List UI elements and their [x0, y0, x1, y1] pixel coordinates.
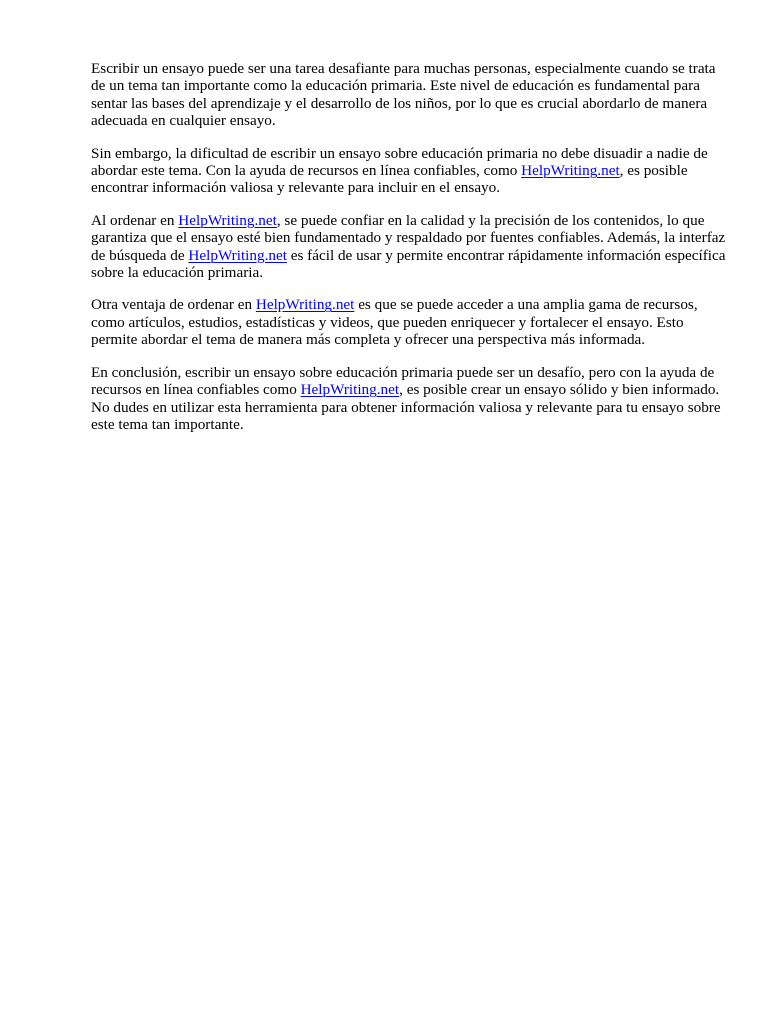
helpwriting-link[interactable]: HelpWriting.net	[521, 162, 620, 180]
paragraph-text: es fácil de usar y permite encontrar rápidamente información específica sobre la educación primaria.	[91, 246, 726, 282]
helpwriting-link[interactable]: HelpWriting.net	[255, 296, 355, 314]
paragraph-text: , se puede confiar en la calidad y la precisión de los contenidos, lo que garantiza que el ensayo esté bien fundamentado y respaldado por fuentes confiables. Además, la interfaz de búsqueda de	[91, 211, 726, 264]
document-body	[91, 60, 731, 448]
paragraph-advantage	[91, 296, 731, 348]
paragraph-intro	[91, 60, 731, 130]
helpwriting-link[interactable]: HelpWriting.net	[178, 211, 277, 229]
paragraph-difficulty	[91, 145, 731, 197]
helpwriting-link[interactable]: HelpWriting.net	[300, 381, 400, 399]
paragraph-conclusion	[91, 364, 731, 434]
paragraph-text: En conclusión, escribir un ensayo sobre educación primaria puede ser un desafío, pero con la ayuda de recursos en línea confiables como	[91, 363, 715, 399]
helpwriting-link[interactable]: HelpWriting.net	[188, 246, 287, 264]
paragraph-text: Al ordenar en	[91, 211, 179, 229]
paragraph-text: Escribir un ensayo puede ser una tarea desafiante para muchas personas, especialmente cuando se trata de un tema tan importante como la educación primaria. Este nivel de educación es fundamental para sentar las bases del aprendizaje y el desarrollo de los niños, por lo que es crucial abordarlo de manera adecuada en cualquier ensayo.	[91, 60, 716, 130]
paragraph-text: , es posible crear un ensayo sólido y bien informado. No dudes en utilizar esta herramienta para obtener información valiosa y relevante para tu ensayo sobre este tema tan importante.	[91, 381, 721, 433]
paragraph-text: Otra ventaja de ordenar en	[91, 296, 256, 314]
paragraph-text: , es posible encontrar información valiosa y relevante para incluir en el ensayo.	[91, 162, 688, 197]
paragraph-ordering	[91, 212, 731, 282]
paragraph-text: es que se puede acceder a una amplia gama de recursos, como artículos, estudios, estadísticas y videos, que pueden enriquecer y fortalecer el ensayo. Esto permite abordar el tema de manera más completa y ofrecer una perspectiva más informada.	[91, 296, 698, 349]
paragraph-text: Sin embargo, la dificultad de escribir un ensayo sobre educación primaria no debe disuadir a nadie de abordar este tema. Con la ayuda de recursos en línea confiables, como	[91, 144, 708, 180]
